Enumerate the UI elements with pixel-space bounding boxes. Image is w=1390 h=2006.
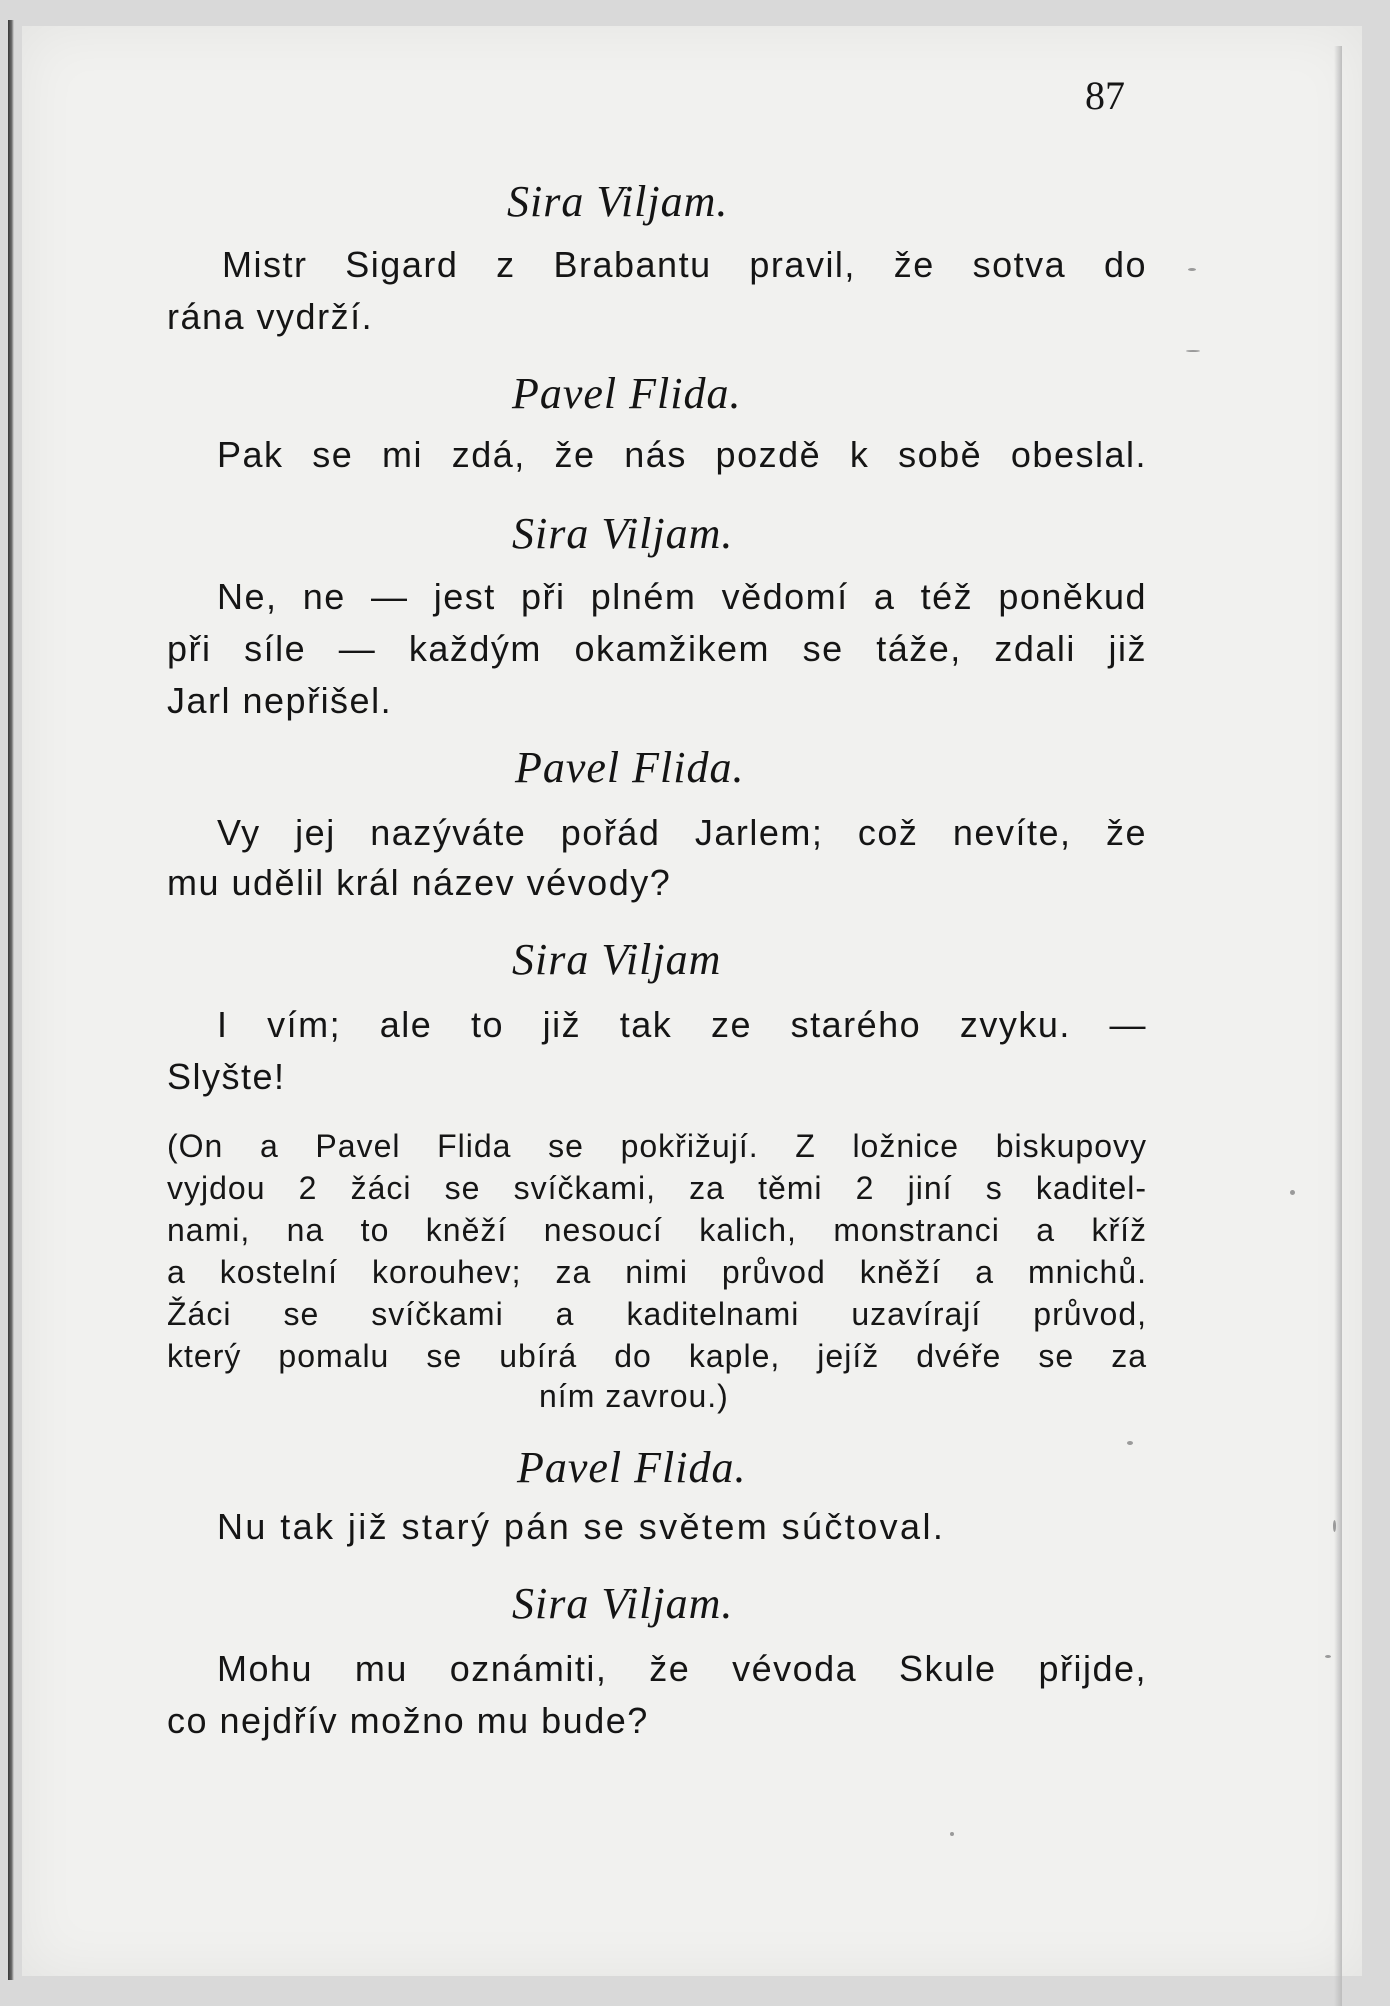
dialogue-line: Slyšte!	[167, 1056, 286, 1097]
dialogue-line: Nu tak již starý pán se světem súčtoval.	[217, 1506, 946, 1547]
scan-speck	[1188, 268, 1196, 271]
dialogue-line: Vy jej nazýváte pořád Jarlem; což nevíte, že	[217, 812, 1147, 853]
scan-left-edge	[8, 20, 14, 1980]
speaker-name: Pavel Flida.	[515, 743, 745, 792]
stage-direction-line: (On a Pavel Flida se pokřižují. Z ložnice biskupovy	[167, 1128, 1147, 1164]
scan-speck	[1290, 1190, 1295, 1195]
stage-direction-line: vyjdou 2 žáci se svíčkami, za těmi 2 jiní s kaditel-	[167, 1170, 1147, 1206]
scan-speck	[1127, 1441, 1133, 1445]
dialogue-line: I vím; ale to již tak ze starého zvyku. —	[217, 1004, 1147, 1045]
dialogue-line: Ne, ne — jest při plném vědomí a též poněkud	[217, 576, 1147, 617]
speaker-name: Sira Viljam.	[512, 1579, 734, 1628]
dialogue-line: mu udělil král název vévody?	[167, 862, 672, 903]
speaker-name: Pavel Flida.	[512, 369, 742, 418]
dialogue-line: Mohu mu oznámiti, že vévoda Skule přijde,	[217, 1648, 1147, 1689]
dialogue-line: Jarl nepřišel.	[167, 680, 393, 721]
dialogue-line: při síle — každým okamžikem se táže, zdali již	[167, 628, 1147, 669]
speaker-name: Sira Viljam.	[512, 509, 734, 558]
scan-speck	[950, 1832, 954, 1836]
stage-direction-line: a kostelní korouhev; za nimi průvod kněží a mnichů.	[167, 1254, 1147, 1290]
speaker-name: Sira Viljam	[512, 935, 722, 984]
page-number: 87	[1085, 73, 1125, 118]
speaker-name: Sira Viljam.	[507, 177, 729, 226]
scan-speck	[1186, 350, 1200, 352]
scan-speck	[1333, 1520, 1336, 1532]
scan-right-edge	[1334, 46, 1342, 2006]
scan-speck	[1325, 1655, 1331, 1658]
stage-direction-line: nami, na to kněží nesoucí kalich, monstranci a kříž	[167, 1212, 1147, 1248]
stage-direction-line: který pomalu se ubírá do kaple, jejíž dvéře se za	[167, 1338, 1147, 1374]
dialogue-line: co nejdřív možno mu bude?	[167, 1700, 649, 1741]
speaker-name: Pavel Flida.	[517, 1443, 747, 1492]
dialogue-line: Mistr Sigard z Brabantu pravil, že sotva do	[222, 244, 1147, 285]
dialogue-line: Pak se mi zdá, že nás pozdě k sobě obeslal.	[217, 434, 1147, 475]
stage-direction-line: Žáci se svíčkami a kaditelnami uzavírají průvod,	[167, 1296, 1147, 1332]
dialogue-line: rána vydrží.	[167, 296, 374, 337]
stage-direction-line: ním zavrou.)	[539, 1378, 729, 1414]
